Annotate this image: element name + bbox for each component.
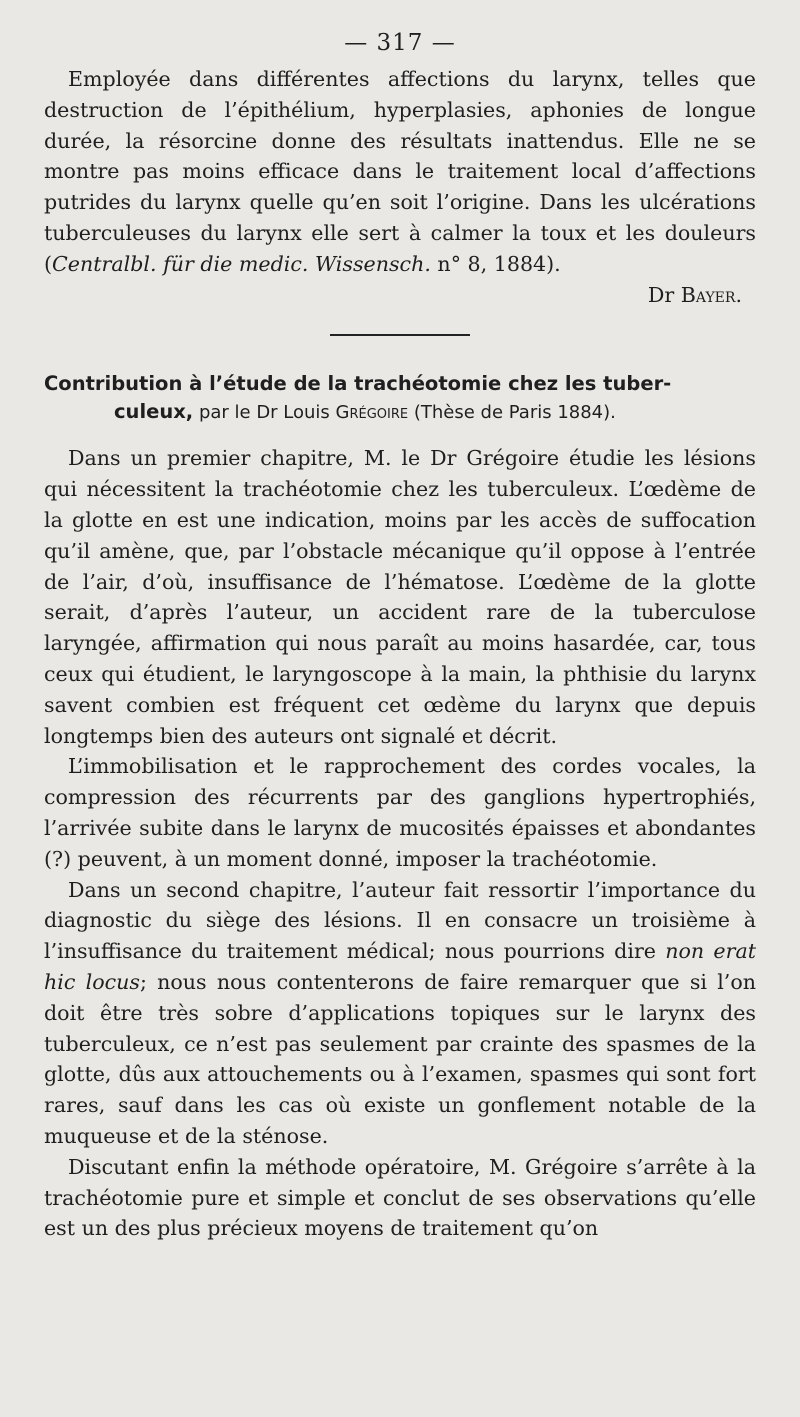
- review1-paragraph: [44, 64, 756, 280]
- review2-title-line2: [44, 398, 756, 426]
- review2-byline-prefix: par le Dr Louis: [193, 402, 336, 424]
- review1-text-b: n° 8, 1884).: [430, 251, 561, 276]
- signature-name: Bayer.: [680, 282, 742, 307]
- review2-paragraph-2: L’immobilisation et le rapprochement des cordes vocales, la compression des récurrents par des ganglions hypertrophiés, l’arrivée subite dans le larynx de mucosités épaisses et abondantes (?) peuvent, à un moment donné, imposer la trachéotomie.: [44, 754, 756, 871]
- section-divider: [330, 334, 470, 336]
- review2-paragraph-3: [44, 875, 756, 1152]
- review2-paragraph-4: Discutant enfin la méthode opératoire, M. Grégoire s’arrête à la trachéotomie pure et simple et conclut de ses observations qu’elle est un des plus précieux moyens de traitement qu’on: [44, 1154, 756, 1241]
- review1-signature: [44, 280, 756, 311]
- review1-citation: Centralbl. für die medic. Wissensch.: [52, 251, 431, 276]
- review2-title-line1: Contribution à l’étude de la trachéotomie chez les tuber-: [44, 372, 672, 396]
- signature-prefix: Dr: [647, 282, 681, 307]
- review2-para3-b: ; nous nous contenterons de faire remarquer que si l’on doit être très sobre d’applications topiques sur le larynx des tuberculeux, ce n’est pas seulement par crainte des spasmes de la glotte, dûs aux attouchements ou à l’examen, spasmes qui sont fort rares, sauf dans les cas où existe un gonflement notable de la muqueuse et de la sténose.: [44, 969, 757, 1148]
- review2-byline-suffix: (Thèse de Paris 1884).: [408, 402, 616, 424]
- review2-byline-name: Grégoire: [335, 402, 409, 424]
- review2-paragraph-1: Dans un premier chapitre, M. le Dr Grégoire étudie les lésions qui nécessitent la trachéotomie chez les tuberculeux. L’œdème de la glotte en est une indication, moins par les accès de suffocation qu’il amène, que, par l’obstacle mécanique qu’il oppose à l’entrée de l’air, d’où, insuffisance de l’hématose. L’œdème de la glotte serait, d’après l’auteur, un accident rare de la tuberculose laryngée, affirmation qui nous paraît au moins hasardée, car, tous ceux qui étudient, le laryngoscope à la main, la phthisie du larynx savent combien est fréquent cet œdème du larynx que depuis longtemps bien des auteurs ont signalé et décrit.: [44, 446, 756, 748]
- page-number: — 317 —: [344, 30, 456, 56]
- review2-body: [44, 443, 756, 1244]
- review1-text-a: Employée dans différentes affections du larynx, telles que destruction de l’épithélium, hyperplasies, aphonies de longue durée, la résorcine donne des résultats inattendus. Elle ne se montre pas moins efficace dans le traitement local d’affections putrides du larynx quelle qu’en soit l’origine. Dans les ulcérations tuberculeuses du larynx elle sert à calmer la toux et les douleurs (: [44, 67, 756, 276]
- review2-heading: [44, 370, 756, 426]
- review2-para3-italic: non erat hic locus: [44, 939, 756, 994]
- review2-title-line2-bold: culeux,: [114, 400, 194, 424]
- review2-para3-a: Dans un second chapitre, l’auteur fait ressortir l’importance du diagnostic du siège des lésions. Il en consacre un troisième à l’insuffisance du traitement médical; nous pourrions dire: [44, 877, 756, 964]
